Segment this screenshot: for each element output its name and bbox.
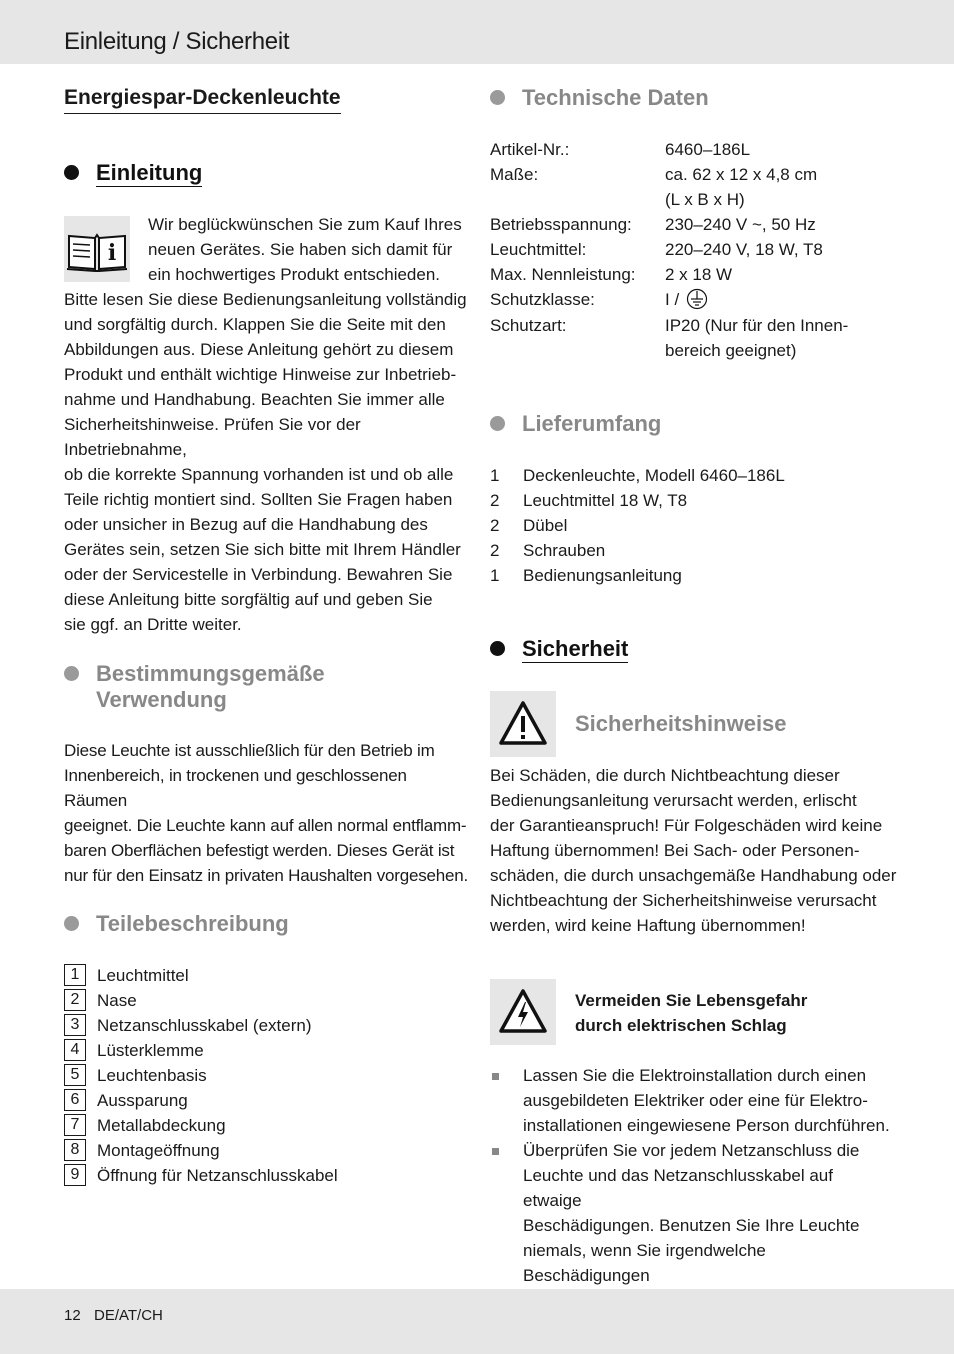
tech-value-line: 2 x 18 W bbox=[665, 265, 733, 284]
page-footer bbox=[0, 1289, 954, 1354]
electric-hazard-icon bbox=[490, 979, 556, 1045]
subheading-sicherheitshinweise: Sicherheitshinweise bbox=[575, 711, 787, 736]
part-number: 7 bbox=[64, 1114, 86, 1136]
intro-line: Wir beglückwünschen Sie zum Kauf Ihres bbox=[148, 215, 462, 234]
heading-technische-daten bbox=[490, 85, 709, 111]
body-line: baren Oberflächen befestigt werden. Dieses Gerät ist bbox=[64, 841, 455, 860]
tech-key: Max. Nennleistung: bbox=[490, 265, 636, 284]
part-label: Öffnung für Netzanschlusskabel bbox=[97, 1166, 338, 1185]
part-number: 2 bbox=[64, 989, 86, 1011]
heading-sicherheit-text: Sicherheit bbox=[522, 636, 629, 661]
tech-value-line: bereich geeignet) bbox=[665, 341, 797, 360]
part-number: 9 bbox=[64, 1164, 86, 1186]
warning-line: Vermeiden Sie Lebensgefahr bbox=[575, 991, 808, 1010]
part-number: 6 bbox=[64, 1089, 86, 1111]
body-line: und sorgfältig durch. Klappen Sie die Seite mit den bbox=[64, 315, 446, 334]
tech-value-line: (L x B x H) bbox=[665, 190, 745, 209]
part-label: Nase bbox=[97, 991, 137, 1010]
body-line: Bedienungsanleitung verursacht werden, erlischt bbox=[490, 791, 857, 810]
delivery-label: Bedienungsanleitung bbox=[523, 566, 682, 585]
bullet-line: Überprüfen Sie vor jedem Netzanschluss die bbox=[523, 1141, 860, 1160]
body-line: Produkt und enthält wichtige Hinweise zur Inbetrieb- bbox=[64, 365, 457, 384]
body-line: diese Anleitung bitte sorgfältig auf und geben Sie bbox=[64, 590, 433, 609]
bullet-dot bbox=[64, 666, 79, 681]
delivery-qty: 1 bbox=[490, 566, 500, 585]
bullet-line: niemals, wenn Sie irgendwelche Beschädigungen bbox=[523, 1241, 766, 1285]
heading-teilebeschreibung-text: Teilebeschreibung bbox=[96, 911, 289, 936]
ground-symbol-icon bbox=[686, 288, 708, 310]
bullet-line: Leuchte und das Netzanschlusskabel auf etwaige bbox=[523, 1166, 833, 1210]
delivery-qty: 2 bbox=[490, 491, 500, 510]
tech-value bbox=[665, 162, 865, 212]
part-label: Netzanschlusskabel (extern) bbox=[97, 1016, 312, 1035]
delivery-label: Deckenleuchte, Modell 6460–186L bbox=[523, 466, 785, 485]
svg-text:i: i bbox=[107, 240, 117, 266]
region-code: DE/AT/CH bbox=[94, 1307, 163, 1324]
body-line: ob die korrekte Spannung vorhanden ist und ob alle bbox=[64, 465, 454, 484]
body-line: nur für den Einsatz in privaten Haushalten vorgesehen. bbox=[64, 866, 469, 885]
part-number: 3 bbox=[64, 1014, 86, 1036]
safety-bullet-text bbox=[523, 1063, 893, 1138]
tech-value-line: 220–240 V, 18 W, T8 bbox=[665, 240, 823, 259]
heading-line: Verwendung bbox=[96, 687, 227, 712]
intro-text bbox=[148, 212, 468, 287]
body-line: sie ggf. an Dritte weiter. bbox=[64, 615, 242, 634]
tech-key: Schutzart: bbox=[490, 316, 567, 335]
bullet-dot bbox=[64, 916, 79, 931]
bullet-line: ausgebildeten Elektriker oder eine für Elektro- bbox=[523, 1091, 868, 1110]
body-line: Teile richtig montiert sind. Sollten Sie Fragen haben bbox=[64, 490, 453, 509]
delivery-label: Dübel bbox=[523, 516, 568, 535]
heading-teilebeschreibung bbox=[64, 911, 289, 937]
body-line: oder der Servicestelle in Verbindung. Bewahren Sie bbox=[64, 565, 453, 584]
bullet-dot bbox=[490, 90, 505, 105]
body-line: Haftung übernommen! Bei Sach- oder Personen- bbox=[490, 841, 860, 860]
heading-einleitung-text: Einleitung bbox=[96, 160, 203, 185]
heading-sicherheit bbox=[490, 636, 628, 663]
square-bullet-icon bbox=[492, 1073, 499, 1080]
tech-value bbox=[665, 237, 865, 262]
tech-value-line: 6460–186L bbox=[665, 140, 751, 159]
body-line: schäden, die durch unsachgemäße Handhabung oder bbox=[490, 866, 897, 885]
page-number: 12 bbox=[64, 1307, 81, 1324]
delivery-qty: 2 bbox=[490, 541, 500, 560]
part-label: Leuchtenbasis bbox=[97, 1066, 207, 1085]
part-label: Lüsterklemme bbox=[97, 1041, 204, 1060]
heading-line: Bestimmungsgemäße bbox=[96, 661, 325, 686]
tech-key: Maße: bbox=[490, 165, 539, 184]
tech-value-line: I / bbox=[665, 290, 680, 309]
square-bullet-icon bbox=[492, 1148, 499, 1155]
document-title: Energiespar-Deckenleuchte bbox=[64, 85, 341, 114]
heading-verwendung-text bbox=[96, 661, 325, 713]
bullet-dot bbox=[64, 165, 79, 180]
tech-key: Schutzklasse: bbox=[490, 290, 595, 309]
delivery-qty: 2 bbox=[490, 516, 500, 535]
tech-value-line: ca. 62 x 12 x 4,8 cm bbox=[665, 165, 818, 184]
warning-line: durch elektrischen Schlag bbox=[575, 1016, 787, 1035]
heading-verwendung bbox=[64, 661, 325, 713]
part-label: Montageöffnung bbox=[97, 1141, 220, 1160]
sicherheit-body bbox=[490, 763, 900, 938]
body-line: Sicherheitshinweise. Prüfen Sie vor der Inbetriebnahme, bbox=[64, 415, 361, 459]
page-header-title: Einleitung / Sicherheit bbox=[64, 28, 290, 55]
tech-key: Betriebsspannung: bbox=[490, 215, 632, 234]
body-line: Innenbereich, in trockenen und geschlossenen Räumen bbox=[64, 766, 407, 810]
bullet-line: Beschädigungen. Benutzen Sie Ihre Leuchte bbox=[523, 1216, 860, 1235]
tech-value-line: 230–240 V ~, 50 Hz bbox=[665, 215, 816, 234]
body-line: geeignet. Die Leuchte kann auf allen normal entflamm- bbox=[64, 816, 467, 835]
delivery-label: Leuchtmittel 18 W, T8 bbox=[523, 491, 688, 510]
body-line: werden, wird keine Haftung übernommen! bbox=[490, 916, 806, 935]
body-line: Bitte lesen Sie diese Bedienungsanleitung vollständig bbox=[64, 290, 467, 309]
info-book-icon bbox=[64, 216, 130, 282]
part-label: Metallabdeckung bbox=[97, 1116, 226, 1135]
tech-value bbox=[665, 137, 865, 162]
part-number: 1 bbox=[64, 964, 86, 986]
heading-lieferumfang-text: Lieferumfang bbox=[522, 411, 662, 436]
body-line: nahme und Handhabung. Beachten Sie immer alle bbox=[64, 390, 445, 409]
einleitung-body bbox=[64, 287, 474, 637]
tech-value bbox=[665, 287, 865, 312]
part-number: 8 bbox=[64, 1139, 86, 1161]
bullet-dot bbox=[490, 416, 505, 431]
bullet-line: installationen eingewiesene Person durchführen. bbox=[523, 1116, 890, 1135]
heading-technische-daten-text: Technische Daten bbox=[522, 85, 709, 110]
electric-warning-text bbox=[575, 988, 807, 1038]
safety-bullet-text bbox=[523, 1138, 893, 1313]
tech-value-line: IP20 (Nur für den Innen- bbox=[665, 316, 849, 335]
part-number: 4 bbox=[64, 1039, 86, 1061]
bullet-line: Lassen Sie die Elektroinstallation durch einen bbox=[523, 1066, 867, 1085]
delivery-qty: 1 bbox=[490, 466, 500, 485]
tech-value bbox=[665, 212, 865, 237]
body-line: Abbildungen aus. Diese Anleitung gehört zu diesem bbox=[64, 340, 454, 359]
verwendung-body bbox=[64, 738, 474, 888]
page-header bbox=[0, 0, 954, 64]
body-line: Nichtbeachtung der Sicherheitshinweise verursacht bbox=[490, 891, 877, 910]
tech-key: Leuchtmittel: bbox=[490, 240, 587, 259]
tech-value bbox=[665, 262, 865, 287]
body-line: oder unsicher in Bezug auf die Handhabung des bbox=[64, 515, 428, 534]
bullet-dot bbox=[490, 641, 505, 656]
warning-triangle-icon bbox=[490, 691, 556, 757]
tech-key: Artikel-Nr.: bbox=[490, 140, 570, 159]
body-line: Diese Leuchte ist ausschließlich für den Betrieb im bbox=[64, 741, 435, 760]
body-line: der Garantieanspruch! Für Folgeschäden wird keine bbox=[490, 816, 883, 835]
part-label: Aussparung bbox=[97, 1091, 188, 1110]
body-line: Gerätes sein, setzen Sie sich bitte mit Ihrem Händler bbox=[64, 540, 461, 559]
tech-value bbox=[665, 313, 865, 363]
delivery-label: Schrauben bbox=[523, 541, 606, 560]
part-label: Leuchtmittel bbox=[97, 966, 189, 985]
intro-line: neuen Gerätes. Sie haben sich damit für bbox=[148, 240, 453, 259]
part-number: 5 bbox=[64, 1064, 86, 1086]
body-line: Bei Schäden, die durch Nichtbeachtung dieser bbox=[490, 766, 840, 785]
heading-lieferumfang bbox=[490, 411, 661, 437]
intro-line: ein hochwertiges Produkt entschieden. bbox=[148, 265, 441, 284]
heading-einleitung bbox=[64, 160, 202, 187]
